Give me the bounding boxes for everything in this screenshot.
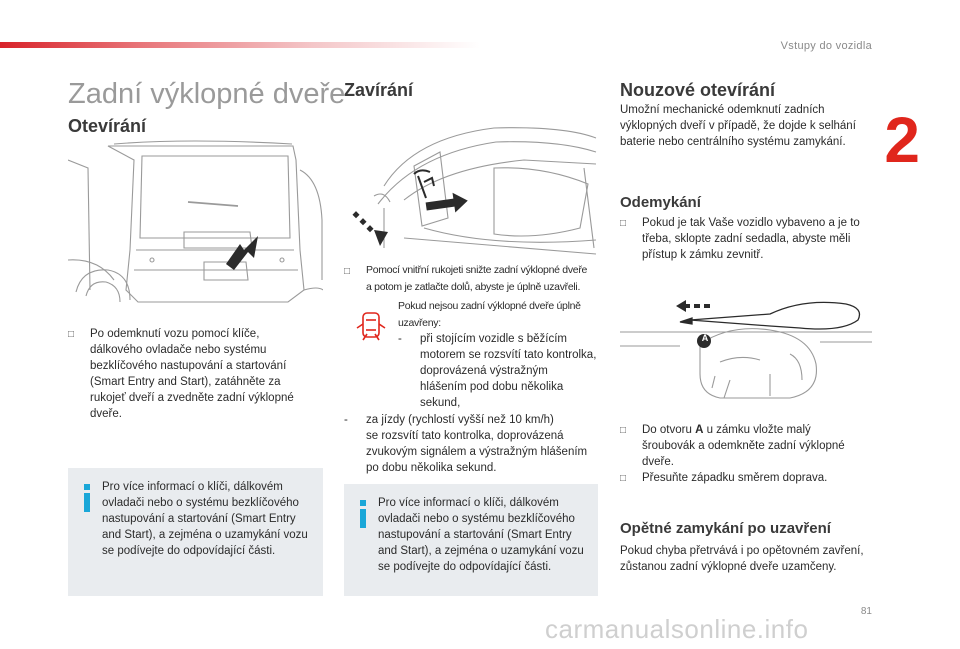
heading-unlocking: Odemykání (620, 194, 701, 211)
heading-opening: Otevírání (68, 116, 147, 136)
bullet-mark: □ (68, 329, 75, 340)
heading-closing: Zavírání (344, 80, 414, 100)
rear-door-figure (68, 140, 323, 312)
lock-screwdriver-figure (620, 284, 875, 402)
unlocking-step-2: □ Do otvoru A u zámku vložte malý šroubovák a odemkněte zadní výklopné dveře. □ Přesuňte západku směrem doprava. (620, 422, 882, 487)
bullet-mark: □ (620, 473, 627, 484)
watermark: carmanualsonline.info (545, 614, 809, 644)
relock-text: Pokud chyba přetrvává i po opětovném zavření, zůstanou zadní výklopné dveře uzamčeny. (620, 545, 864, 573)
heading-emergency: Nouzové otevírání (620, 80, 776, 100)
unlocking-step-3: □ Přesuňte západku směrem doprava. (620, 470, 882, 487)
info-icon (356, 500, 370, 528)
info-icon (80, 484, 94, 512)
heading-relock: Opětné zamykání po uzavření (620, 520, 831, 537)
bullet-mark: □ (344, 266, 350, 277)
info-box-closing (344, 484, 598, 596)
bullet-mark: □ (620, 218, 627, 229)
opening-instruction: □ Po odemknutí vozu pomocí klíče, dálkového ovladače nebo systému bezklíčového nastupování a startování (Smart Entry and Start), zatáhněte za rukojeť dveří a zvedněte zadní výklopné dveře. (68, 328, 294, 420)
header-accent-bar (0, 42, 480, 48)
warning-stationary: - při stojícím vozidle s běžícím motorem se rozsvítí tato kontrolka, doprovázená výstražným hlášením pod dobu několika sekund, (398, 333, 597, 409)
closing-instruction: □ Pomocí vnitřní rukojeti snižte zadní výklopné dveře a potom je zatlačte dolů, abyste je úplně uzavřeli. (344, 262, 604, 296)
unlocking-step-1: □ Pokud je tak Vaše vozidlo vybaveno a je to třeba, sklopte zadní sedadla, abyste měli přístup k zámku zevnitř. (620, 217, 860, 261)
page-number: 81 (860, 606, 872, 617)
warning-intro: Pokud nejsou zadní výklopné dveře úplně uzavřeny: (398, 300, 581, 329)
warning-driving: - za jízdy (rychlostí vyšší než 10 km/h) se rozsvítí tato kontrolka, doprovázená zvukovým signálem a výstražným hlášením po dobu několika sekund. (344, 414, 588, 474)
info-text: Pro více informací o klíči, dálkovém ovladači nebo o systému bezklíčového nastupování a startování (Smart Entry and Start), a zejména o uzamykání vozu se podívejte do odpovídající části. (378, 497, 584, 573)
closing-figure (344, 108, 599, 258)
info-box-opening (68, 468, 323, 596)
emergency-intro: Umožní mechanické odemknutí zadních výklopných dveří v případě, že dojde k selhání baterie nebo centrálního systému zamykání. (620, 104, 856, 148)
section-title: Vstupy do vozidla (780, 40, 872, 52)
bullet-mark: □ (620, 425, 627, 436)
info-text: Pro více informací o klíči, dálkovém ovladači nebo o systému bezklíčového nastupování a startování (Smart Entry and Start), a zejména o uzamykání vozu se podívejte do odpovídající části. (102, 481, 308, 557)
page-title: Zadní výklopné dveře (68, 78, 346, 110)
chapter-number: 2 (884, 104, 920, 176)
door-open-warning-icon (354, 308, 388, 342)
figure-label-a: A (701, 333, 709, 343)
